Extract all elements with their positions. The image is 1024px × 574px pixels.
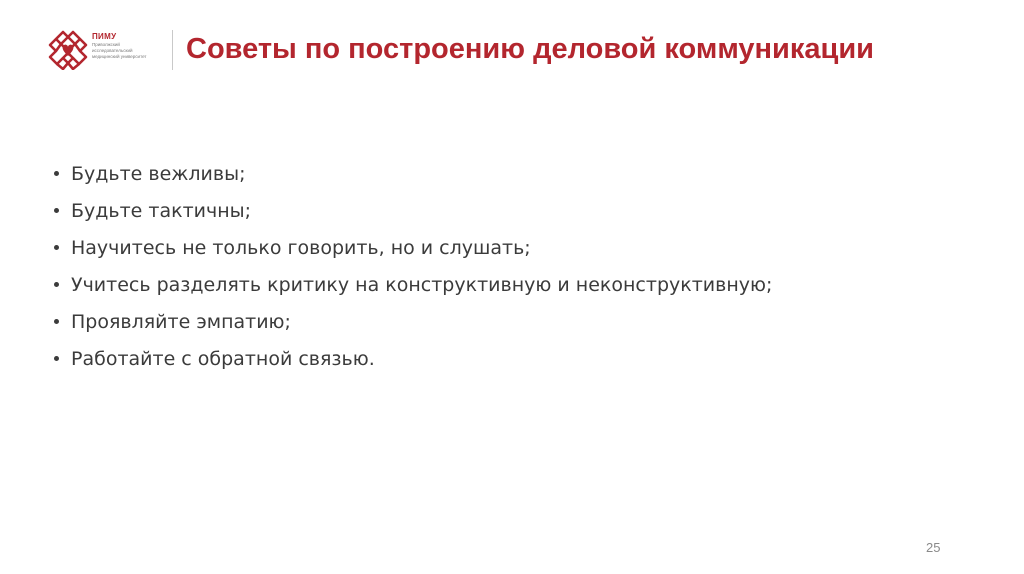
bullet-text: Проявляйте эмпатию; [71,311,291,333]
logo-text [92,32,170,60]
header-divider [172,30,173,70]
bullet-text: Учитесь разделять критику на конструктивную и неконструктивную; [71,274,773,296]
bullet-list [52,160,772,382]
bullet-text: Будьте вежливы; [71,163,246,185]
heart-logo-icon [48,30,88,70]
bullet-dot-icon [54,245,59,250]
bullet-item [52,345,772,382]
logo-name: ПИМУ [92,32,117,41]
bullet-dot-icon [54,319,59,324]
page-number: 25 [926,540,941,555]
bullet-text: Будьте тактичны; [71,200,252,222]
bullet-item [52,234,772,271]
logo-subtitle-line: медицинский университет [92,54,147,59]
slide-title: Советы по построению деловой коммуникации [186,33,874,65]
bullet-item [52,197,772,234]
bullet-dot-icon [54,356,59,361]
bullet-item [52,160,772,197]
bullet-text: Работайте с обратной связью. [71,348,375,370]
bullet-text: Научитесь не только говорить, но и слушать; [71,237,531,259]
logo-subtitle-line: Приволжский [92,42,120,47]
bullet-dot-icon [54,171,59,176]
bullet-item [52,308,772,345]
bullet-dot-icon [54,208,59,213]
bullet-item [52,271,772,308]
logo-subtitle-line: исследовательский [92,48,133,53]
bullet-dot-icon [54,282,59,287]
